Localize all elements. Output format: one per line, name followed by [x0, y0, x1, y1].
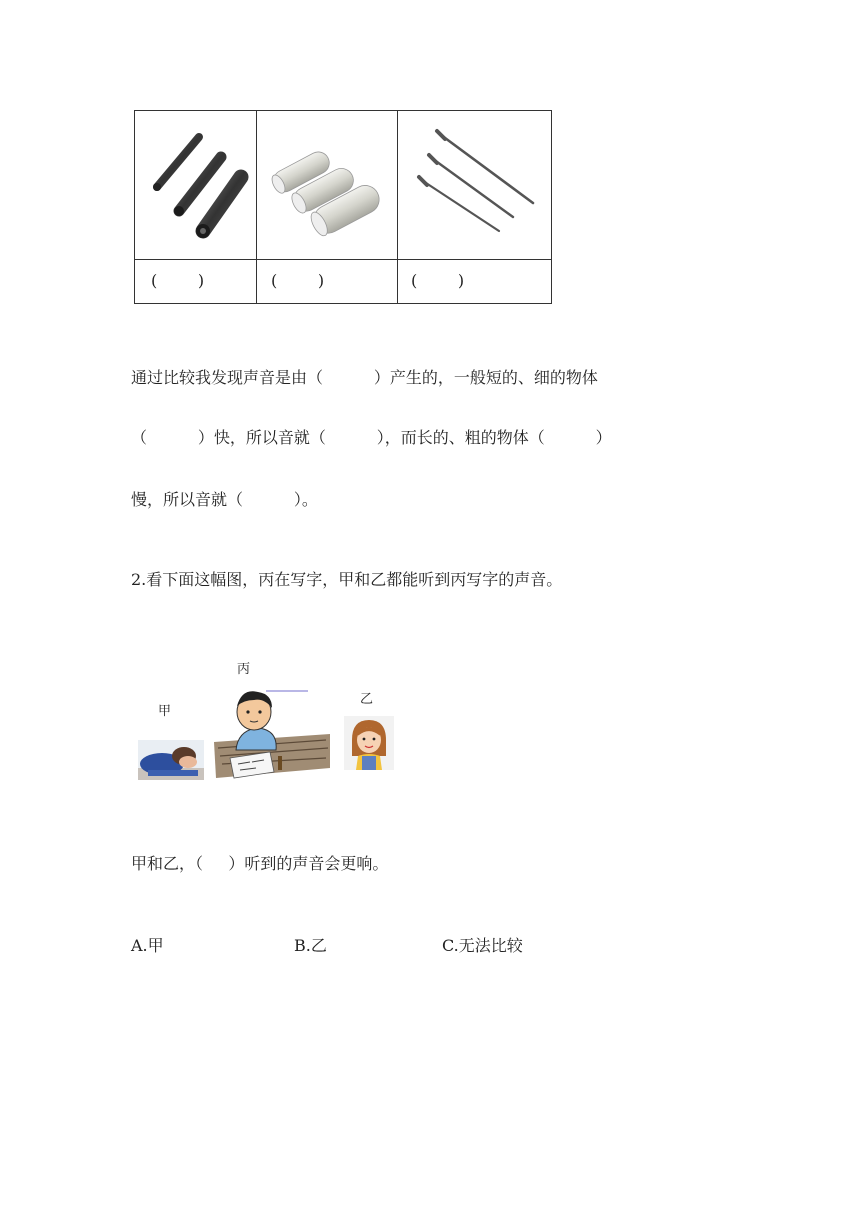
label-bing: 丙 [237, 662, 251, 677]
option-b[interactable]: B.乙 [294, 936, 327, 955]
paragraph-line: 慢，所以音就（ ）。 [131, 490, 318, 509]
steel-tubes-icon [143, 125, 249, 249]
blank-2[interactable]: ( ) [271, 271, 325, 290]
nails-icon [407, 127, 543, 237]
label-yi: 乙 [360, 692, 374, 707]
option-c[interactable]: C.无法比较 [442, 936, 523, 955]
blank-3[interactable]: ( ) [411, 271, 465, 290]
question-2-prompt: 2.看下面这幅图，丙在写字，甲和乙都能听到丙写字的声音。 [131, 570, 563, 589]
writing-boy-image [214, 686, 330, 780]
table-divider [135, 259, 551, 260]
girl-image [344, 716, 394, 770]
option-a[interactable]: A.甲 [131, 936, 164, 955]
table-divider [397, 111, 398, 303]
label-jia: 甲 [158, 704, 172, 719]
sleeping-person-image [138, 740, 204, 780]
blank-1[interactable]: ( ) [151, 271, 205, 290]
paragraph-line: 通过比较我发现声音是由（ ）产生的，一般短的、细的物体 [131, 368, 598, 387]
paragraph-line: （ ）快，所以音就（ ），而长的、粗的物体（ ） [131, 428, 612, 447]
question-2-text: 甲和乙，（ ）听到的声音会更响。 [131, 854, 389, 873]
white-tubes-icon [265, 129, 387, 239]
table-divider [256, 111, 257, 303]
comparison-table [134, 110, 552, 304]
